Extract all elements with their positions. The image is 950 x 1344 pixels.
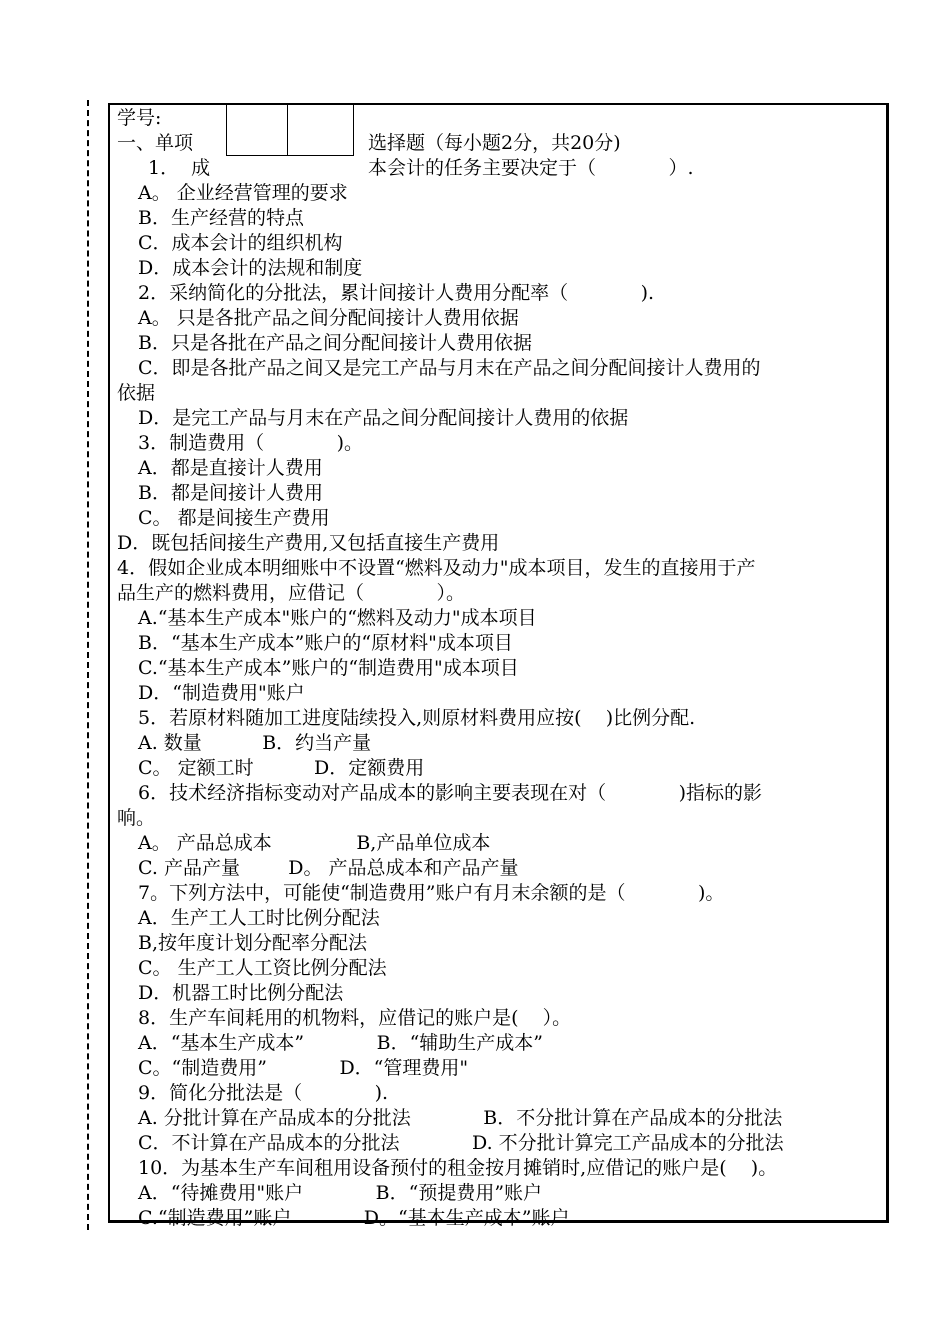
question-1-start: 1． 成 xyxy=(148,157,211,179)
q2-option-d: D．是完工产品与月末在产品之间分配间接计人费用的依据 xyxy=(138,407,629,429)
student-id-label: 学号: xyxy=(117,107,162,129)
q1-option-d: D．成本会计的法规和制度 xyxy=(138,257,363,279)
question-10: 10．为基本生产车间租用设备预付的租金按月摊销时,应借记的账户是( )。 xyxy=(138,1157,778,1179)
question-3: 3．制造费用（ )。 xyxy=(138,432,363,454)
question-2: 2．采纳简化的分批法，累计间接计人费用分配率（ ). xyxy=(138,282,655,304)
question-6-line2: 响。 xyxy=(117,807,156,829)
q4-option-b: B．“基本生产成本”账户的“原材料"成本项目 xyxy=(138,632,513,654)
id-box-2 xyxy=(287,104,354,156)
q8-options-ab: A．“基本生产成本” B．“辅助生产成本” xyxy=(138,1032,544,1054)
binding-margin-line xyxy=(87,100,89,1230)
q3-option-c: C。 都是间接生产费用 xyxy=(138,507,330,529)
q6-options-ab: A。 产品总成本 B,产品单位成本 xyxy=(138,832,491,854)
q8-options-cd: C。“制造费用” D．“管理费用" xyxy=(138,1057,469,1079)
q7-option-d: D．机器工时比例分配法 xyxy=(138,982,344,1004)
q6-options-cd: C. 产品产量 D。 产品总成本和产品产量 xyxy=(138,857,519,879)
q2-option-c-line1: C．即是各批产品之间又是完工产品与月末在产品之间分配间接计人费用的 xyxy=(138,357,761,379)
q3-option-d: D．既包括间接生产费用,又包括直接生产费用 xyxy=(117,532,500,554)
question-4-line2: 品生产的燃料费用，应借记（ ）。 xyxy=(117,582,465,604)
q3-option-b: B．都是间接计人费用 xyxy=(138,482,323,504)
q2-option-a: A。 只是各批产品之间分配间接计人费用依据 xyxy=(138,307,519,329)
id-box-1 xyxy=(226,104,288,156)
question-4-line1: 4．假如企业成本明细账中不设置“燃料及动力"成本项目，发生的直接用于产 xyxy=(117,557,756,579)
q3-option-a: A．都是直接计人费用 xyxy=(138,457,323,479)
q7-option-a: A．生产工人工时比例分配法 xyxy=(138,907,380,929)
q4-option-a: A.“基本生产成本"账户的“燃料及动力"成本项目 xyxy=(138,607,537,629)
question-8: 8．生产车间耗用的机物料，应借记的账户是( ）。 xyxy=(138,1007,572,1029)
section-prefix: 一、单项 xyxy=(117,132,194,154)
q4-option-c: C.“基本生产成本”账户的“制造费用"成本项目 xyxy=(138,657,519,679)
question-9: 9．简化分批法是（ ). xyxy=(138,1082,389,1104)
question-7: 7。下列方法中，可能使“制造费用”账户有月末余额的是（ )。 xyxy=(138,882,725,904)
q1-option-a: A。 企业经营管理的要求 xyxy=(138,182,348,204)
q4-option-d: D．“制造费用"账户 xyxy=(138,682,305,704)
q9-options-cd: C．不计算在产品成本的分批法 D. 不分批计算完工产品成本的分批法 xyxy=(138,1132,784,1154)
question-5: 5．若原材料随加工进度陆续投入,则原材料费用应按( )比例分配. xyxy=(138,707,696,729)
q10-options-cd: C.“制造费用”账户 D。“基本生产成本”账户 xyxy=(138,1207,570,1229)
q10-options-ab: A．“待摊费用"账户 B．“预提费用”账户 xyxy=(138,1182,543,1204)
q7-option-c: C。 生产工人工资比例分配法 xyxy=(138,957,387,979)
q5-options-ab: A. 数量 B．约当产量 xyxy=(138,732,372,754)
q9-options-ab: A. 分批计算在产品成本的分批法 B．不分批计算在产品成本的分批法 xyxy=(138,1107,783,1129)
q7-option-b: B,按年度计划分配率分配法 xyxy=(138,932,368,954)
q5-options-cd: C。 定额工时 D．定额费用 xyxy=(138,757,425,779)
question-1-rest: 本会计的任务主要决定于（ ）. xyxy=(368,157,694,179)
q1-option-b: B．生产经营的特点 xyxy=(138,207,304,229)
q2-option-c-line2: 依据 xyxy=(117,382,156,404)
q2-option-b: B．只是各批在产品之间分配间接计人费用依据 xyxy=(138,332,532,354)
q1-option-c: C．成本会计的组织机构 xyxy=(138,232,343,254)
section-title: 选择题（每小题2分，共20分) xyxy=(368,132,621,154)
question-6-line1: 6．技术经济指标变动对产品成本的影响主要表现在对（ )指标的影 xyxy=(138,782,762,804)
